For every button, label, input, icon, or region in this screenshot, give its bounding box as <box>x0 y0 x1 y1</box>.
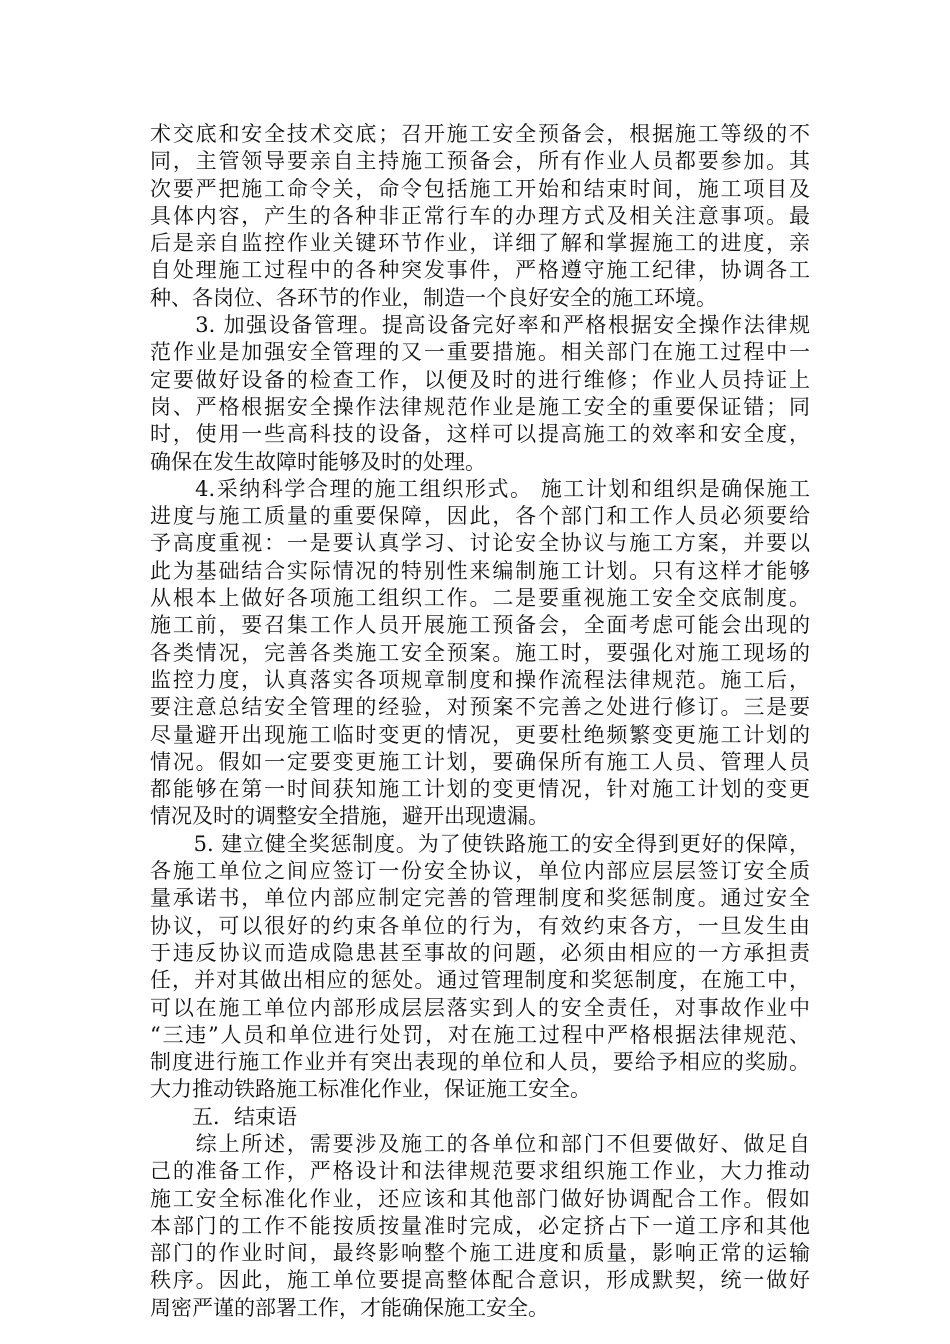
text-line: 可以在施工单位内部形成层层落实到人的安全责任，对事故作业中 <box>150 995 810 1020</box>
text-line: 各施工单位之间应签订一份安全协议，单位内部应层层签订安全质 <box>150 859 810 884</box>
text-line: 4.采纳科学合理的施工组织形式。 施工计划和组织是确保施工 <box>150 476 810 501</box>
text-line: 从根本上做好各项施工组织工作。二是要重视施工安全交底制度。 <box>150 586 810 611</box>
text-line: 各类情况，完善各类施工安全预案。施工时，要强化对施工现场的 <box>150 640 810 665</box>
text-line: 施工安全标准化作业，还应该和其他部门做好协调配合工作。假如 <box>150 1186 810 1211</box>
text-line: 自处理施工过程中的各种突发事件，严格遵守施工纪律，协调各工 <box>150 258 810 283</box>
text-line: 大力推动铁路施工标准化作业，保证施工安全。 <box>150 1077 591 1102</box>
text-line: 具体内容，产生的各种非正常行车的办理方式及相关注意事项。最 <box>150 203 810 228</box>
text-line: 要注意总结安全管理的经验，对预案不完善之处进行修订。三是要 <box>150 695 810 720</box>
text-line: 进度与施工质量的重要保障，因此，各个部门和工作人员必须要给 <box>150 504 810 529</box>
text-line: 监控力度，认真落实各项规章制度和操作流程法律规范。施工后， <box>150 667 810 692</box>
text-line: 岗、严格根据安全操作法律规范作业是施工安全的重要保证错；同 <box>150 394 810 419</box>
text-line: 都能够在第一时间获知施工计划的变更情况，针对施工计划的变更 <box>150 777 810 802</box>
text-line: 确保在发生故障时能够及时的处理。 <box>150 449 486 474</box>
text-line: 3. 加强设备管理。提高设备完好率和严格根据安全操作法律规 <box>150 313 810 338</box>
text-line: 制度进行施工作业并有突出表现的单位和人员，要给予相应的奖励。 <box>150 1050 810 1075</box>
text-line: 本部门的工作不能按质按量准时完成，必定挤占下一道工序和其他 <box>150 1213 810 1238</box>
text-line: 部门的作业时间，最终影响整个施工进度和质量，影响正常的运输 <box>150 1241 810 1266</box>
text-line: 尽量避开出现施工临时变更的情况，更要杜绝频繁变更施工计划的 <box>150 722 810 747</box>
text-line: 情况。假如一定要变更施工计划，要确保所有施工人员、管理人员 <box>150 749 810 774</box>
text-line: 秩序。因此，施工单位要提高整体配合意识，形成默契，统一做好 <box>150 1268 810 1293</box>
body-text <box>150 121 810 1322</box>
text-line: 此为基础结合实际情况的特别性来编制施工计划。只有这样才能够 <box>150 558 810 583</box>
text-line: 予高度重视：一是要认真学习、讨论安全协议与施工方案，并要以 <box>150 531 810 556</box>
text-line: 次要严把施工命令关，命令包括施工开始和结束时间，施工项目及 <box>150 176 810 201</box>
text-line: 量承诺书，单位内部应制定完善的管理制度和奖惩制度。通过安全 <box>150 886 810 911</box>
text-line: 同，主管领导要亲自主持施工预备会，所有作业人员都要参加。其 <box>150 149 810 174</box>
text-line: 情况及时的调整安全措施，避开出现遗漏。 <box>150 804 549 829</box>
text-line: 任，并对其做出相应的惩处。通过管理制度和奖惩制度，在施工中， <box>150 968 810 993</box>
text-line: 施工前，要召集工作人员开展施工预备会，全面考虑可能会出现的 <box>150 613 810 638</box>
text-line: 综上所述，需要涉及施工的各单位和部门不但要做好、做足自 <box>150 1131 810 1156</box>
text-line: 于违反协议而造成隐患甚至事故的问题，必须由相应的一方承担责 <box>150 940 810 965</box>
text-line: “三违”人员和单位进行处罚，对在施工过程中严格根据法律规范、 <box>150 1022 810 1047</box>
text-line: 种、各岗位、各环节的作业，制造一个良好安全的施工环境。 <box>150 285 717 310</box>
text-line: 5. 建立健全奖惩制度。为了使铁路施工的安全得到更好的保障， <box>150 831 810 856</box>
text-line: 时，使用一些高科技的设备，这样可以提高施工的效率和安全度， <box>150 422 810 447</box>
text-line: 术交底和安全技术交底；召开施工安全预备会，根据施工等级的不 <box>150 122 810 146</box>
text-line: 范作业是加强安全管理的又一重要措施。相关部门在施工过程中一 <box>150 340 810 365</box>
text-line: 定要做好设备的检查工作，以便及时的进行维修；作业人员持证上 <box>150 367 810 392</box>
text-line: 己的准备工作，严格设计和法律规范要求组织施工作业，大力推动 <box>150 1159 810 1184</box>
text-line: 周密严谨的部署工作，才能确保施工安全。 <box>150 1295 549 1320</box>
text-line: 协议，可以很好的约束各单位的行为，有效约束各方，一旦发生由 <box>150 913 810 938</box>
text-line: 后是亲自监控作业关键环节作业，详细了解和掌握施工的进度，亲 <box>150 231 810 256</box>
text-line: 五．结束语 <box>150 1104 297 1129</box>
